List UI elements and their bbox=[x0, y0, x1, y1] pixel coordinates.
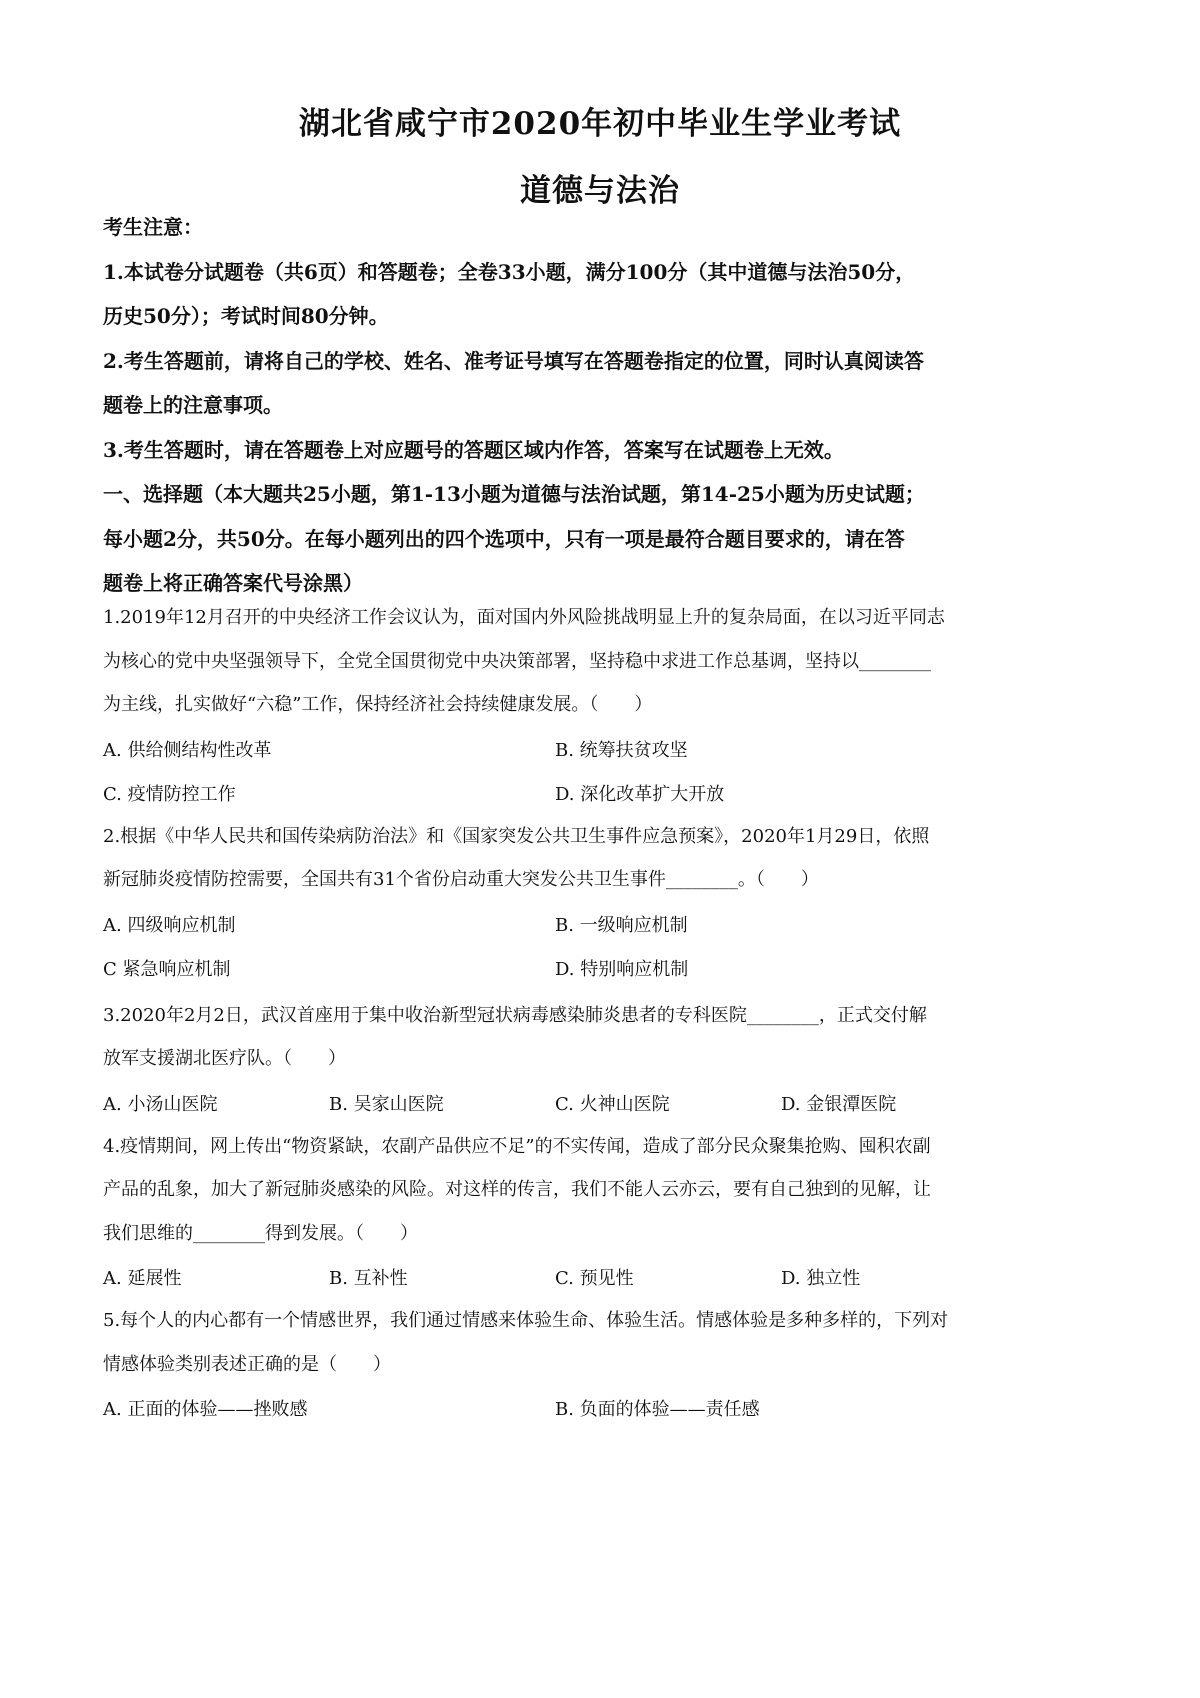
question-4 bbox=[103, 1125, 1113, 1300]
option-row bbox=[103, 727, 1113, 771]
notes-line: 历史50分）；考试时间80分钟。 bbox=[103, 304, 389, 328]
option-b: B. 吴家山医院 bbox=[329, 1093, 444, 1115]
option-row bbox=[103, 771, 1113, 815]
option-a: A. 小汤山医院 bbox=[103, 1093, 218, 1115]
option-b: B. 负面的体验——责任感 bbox=[555, 1399, 760, 1420]
option-a: A. 延展性 bbox=[103, 1268, 182, 1289]
option-d: D. 金银潭医院 bbox=[781, 1093, 897, 1115]
question-stem: 4.疫情期间，网上传出“物资紧缺，农副产品供应不足”的不实传闻，造成了部分民众聚集抢购、囤积农副 bbox=[103, 1135, 931, 1157]
option-row bbox=[103, 1386, 1113, 1430]
option-row bbox=[103, 1255, 1113, 1299]
option-row bbox=[103, 946, 1113, 990]
question-stem: 产品的乱象，加大了新冠肺炎感染的风险。对这样的传言，我们不能人云亦云，要有自己独到的见解，让 bbox=[103, 1179, 931, 1200]
question-stem: 5.每个人的内心都有一个情感世界，我们通过情感来体验生命、体验生活。情感体验是多种多样的，下列对 bbox=[103, 1310, 949, 1331]
notes-line: 题卷上的注意事项。 bbox=[103, 393, 283, 417]
question-2 bbox=[103, 815, 1113, 990]
option-c: C. 疫情防控工作 bbox=[103, 783, 236, 805]
notes-line: 2.考生答题前，请将自己的学校、姓名、准考证号填写在答题卷指定的位置，同时认真阅读答 bbox=[103, 348, 924, 373]
candidate-notes bbox=[103, 205, 1113, 606]
option-c: C 紧急响应机制 bbox=[103, 958, 231, 980]
question-list bbox=[103, 596, 1113, 1430]
question-stem: 2.根据《中华人民共和国传染病防治法》和《国家突发公共卫生事件应急预案》，2020年1月29日，依照 bbox=[103, 825, 930, 847]
question-1 bbox=[103, 596, 1113, 815]
question-stem: 情感体验类别表述正确的是（ ） bbox=[103, 1353, 391, 1375]
question-stem: 3.2020年2月2日，武汉首座用于集中收治新型冠状病毒感染肺炎患者的专科医院________，正式交付解 bbox=[103, 1004, 927, 1026]
question-stem: 1.2019年12月召开的中央经济工作会议认为，面对国内外风险挑战明显上升的复杂局面，在以习近平同志 bbox=[103, 607, 945, 628]
option-a: A. 四级响应机制 bbox=[103, 914, 236, 936]
option-c: C. 火神山医院 bbox=[555, 1093, 670, 1115]
option-d: D. 深化改革扩大开放 bbox=[555, 783, 725, 805]
question-stem: 放军支援湖北医疗队。（ ） bbox=[103, 1048, 346, 1069]
option-c: C. 预见性 bbox=[555, 1268, 634, 1289]
question-3 bbox=[103, 994, 1113, 1125]
question-stem: 我们思维的________得到发展。（ ） bbox=[103, 1222, 418, 1244]
section-instruction: 一、选择题（本大题共25小题，第1-13小题为道德与法治试题，第14-25小题为历史试题； bbox=[103, 482, 925, 506]
section-instruction: 每小题2分，共50分。在每小题列出的四个选项中，只有一项是最符合题目要求的，请在答 bbox=[103, 526, 905, 551]
question-5 bbox=[103, 1299, 1113, 1430]
option-a: A. 正面的体验——挫败感 bbox=[103, 1399, 308, 1420]
notes-line: 1.本试卷分试题卷（共6页）和答题卷；全卷33小题，满分100分（其中道德与法治50分， bbox=[103, 259, 916, 284]
exam-title: 湖北省咸宁市2020年初中毕业生学业考试 bbox=[298, 106, 902, 142]
option-row bbox=[103, 902, 1113, 946]
option-b: B. 互补性 bbox=[329, 1268, 408, 1289]
exam-subject: 道德与法治 bbox=[520, 173, 680, 209]
question-stem: 新冠肺炎疫情防控需要，全国共有31个省份启动重大突发公共卫生事件________。（ ） bbox=[103, 869, 819, 890]
option-b: B. 统筹扶贫攻坚 bbox=[555, 739, 688, 761]
section-instruction: 题卷上将正确答案代号涂黑） bbox=[103, 571, 363, 595]
question-stem: 为核心的党中央坚强领导下，全党全国贯彻党中央决策部署，坚持稳中求进工作总基调，坚持以________ bbox=[103, 650, 931, 672]
notes-line: 3.考生答题时，请在答题卷上对应题号的答题区域内作答，答案写在试题卷上无效。 bbox=[103, 437, 844, 462]
option-a: A. 供给侧结构性改革 bbox=[103, 739, 272, 761]
question-stem: 为主线，扎实做好“六稳”工作，保持经济社会持续健康发展。（ ） bbox=[103, 694, 653, 715]
option-b: B. 一级响应机制 bbox=[555, 914, 688, 936]
notes-heading: 考生注意： bbox=[103, 215, 203, 239]
option-d: D. 独立性 bbox=[781, 1268, 861, 1289]
option-row bbox=[103, 1081, 1113, 1125]
option-d: D. 特别响应机制 bbox=[555, 958, 689, 980]
